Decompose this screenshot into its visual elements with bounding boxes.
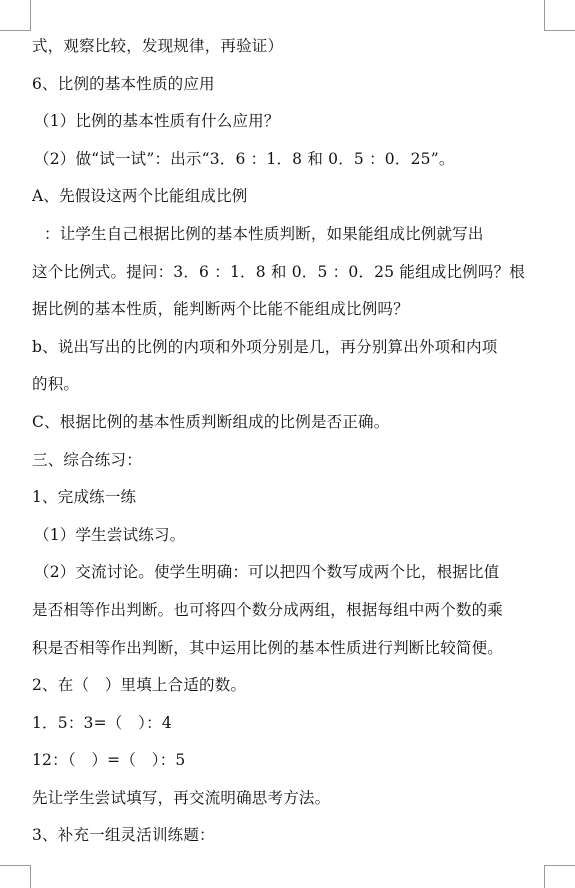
text-line: （2）做“试一试”：出示“3．6 ：1．8 和 0．5 ：0．25”。 <box>34 149 455 168</box>
section-heading: 三、综合练习： <box>32 450 142 469</box>
text-line: 是否相等作出判断。也可将四个数分成两组，根据每组中两个数的乘 <box>32 600 504 619</box>
crop-mark-bottom-right <box>544 865 575 888</box>
text-line: 1．5：3=（ ）：4 <box>32 713 172 732</box>
text-line: （2）交流讨论。使学生明确：可以把四个数写成两个比，根据比值 <box>34 563 500 582</box>
text-line: A、先假设这两个比能组成比例 <box>32 187 248 206</box>
text-line: 的积。 <box>32 375 80 394</box>
text-line: 这个比例式。提问：3．6 ：1．8 和 0．5 ：0．25 能组成比例吗？根 <box>32 262 525 281</box>
text-line: 3、补充一组灵活训练题： <box>32 826 215 845</box>
text-line: 据比例的基本性质，能判断两个比能不能组成比例吗？ <box>32 300 409 319</box>
text-line: b、说出写出的比例的内项和外项分别是几，再分别算出外项和内项 <box>32 337 498 356</box>
crop-mark-bottom-left <box>0 865 31 888</box>
crop-mark-top-right <box>544 0 575 31</box>
text-line: 1、完成练一练 <box>32 488 137 507</box>
text-line: 先让学生尝试填写，再交流明确思考方法。 <box>32 788 331 807</box>
text-line: ：让学生自己根据比例的基本性质判断，如果能组成比例就写出 <box>44 224 484 243</box>
text-line: （1）学生尝试练习。 <box>34 525 186 544</box>
crop-mark-top-left <box>0 0 31 31</box>
text-line: 2、在（ ）里填上合适的数。 <box>32 676 247 695</box>
section-heading: 6、比例的基本性质的应用 <box>32 74 215 93</box>
document-body <box>32 28 552 855</box>
text-line: 积是否相等作出判断，其中运用比例的基本性质进行判断比较简便。 <box>32 638 504 657</box>
text-line: （1）比例的基本性质有什么应用？ <box>34 112 280 131</box>
text-line: 式，观察比较，发现规律，再验证） <box>32 37 284 55</box>
text-line: 12：（ ）=（ ）：5 <box>32 751 186 770</box>
text-line: C、根据比例的基本性质判断组成的比例是否正确。 <box>32 412 390 431</box>
